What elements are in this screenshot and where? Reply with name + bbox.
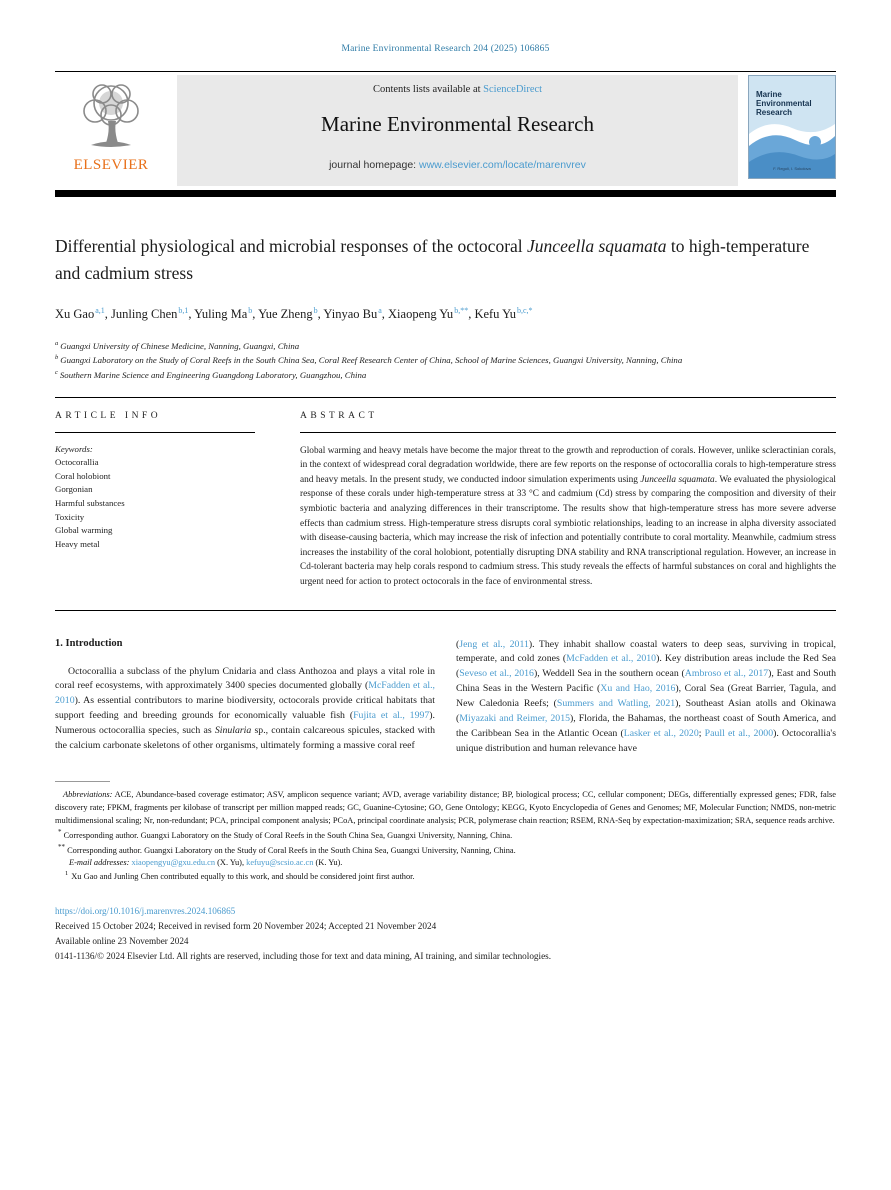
- intro-right-column: [456, 638, 836, 757]
- text-segment: Sinularia: [214, 725, 252, 737]
- author-affil-sup[interactable]: b,1: [178, 306, 189, 316]
- citation-link[interactable]: Fujita et al., 1997: [353, 710, 430, 722]
- article-history-block: [55, 904, 836, 964]
- affiliation: $^b$ Guangxi Laboratory on the Study of Coral Reefs in the South China Sea, Coral Reef Research Center of China, School of Marine Sciences, Guangxi University, Nanning, China: [55, 354, 683, 366]
- author-list: [55, 304, 695, 326]
- text-segment: E-mail addresses:: [69, 858, 132, 868]
- text-segment: (X. Yu),: [215, 858, 247, 868]
- affiliation: $^a$ Guangxi University of Chinese Medicine, Nanning, Guangxi, China: [55, 340, 300, 352]
- author-affil-sup[interactable]: a: [378, 306, 382, 316]
- text-segment: (K. Yu).: [313, 858, 343, 868]
- footnotes: [55, 788, 836, 884]
- author-affil-sup[interactable]: b,c,*: [516, 306, 533, 316]
- text-segment: ;: [698, 727, 705, 739]
- author[interactable]: Junling Chen$^{b,1}$,: [111, 306, 195, 322]
- email-addresses-footnote: [55, 856, 836, 869]
- homepage-prefix: journal homepage:: [329, 159, 419, 171]
- citation-link[interactable]: kefuyu@scsio.ac.cn: [246, 858, 314, 868]
- text-segment: . We evaluated the physiological response of these corals under high-temperature stress at 33 °C and cadmium (Cd) stress by comparing the composition and diversity of their symbiotic bacteria and analyzing differences in their transcriptome. The results show that high-temperature stress has more severe adverse effects than cadmium stress. High-temperature stress disrupts coral symbiotic relationships, leading to an increase in alpha diversity associated with disease-causing bacteria, which may increase the risk of infection and potentially contribute to coral mortality. Meanwhile, cadmium stress increases the instability of the coral holobiont, potentially disrupting DNA stability and RNA transcriptional regulation. However, an increase in Cd-tolerant bacteria may help corals respond to cadmium stress. This study reveals the effects of harmful substances on coral and highlights the urgent need for action to protect octocorals in the face of environmental stress.: [300, 474, 836, 587]
- author[interactable]: Yue Zheng$^b$,: [258, 306, 324, 322]
- keywords-block: [55, 443, 255, 552]
- doi-link[interactable]: https://doi.org/10.1016/j.marenvres.2024.106865: [55, 906, 236, 917]
- author-affil-sup[interactable]: b,**: [454, 306, 469, 316]
- cover-editors: F. Regoli, I. Sokolova: [773, 166, 811, 171]
- joint-first-author-footnote: $^1$ Xu Gao and Junling Chen contributed equally to this work, and should be considered joint first author.: [65, 870, 415, 882]
- footnote-rule: [55, 781, 110, 782]
- available-online: Available online 23 November 2024: [55, 935, 189, 946]
- keyword: Global warming: [55, 525, 113, 536]
- sciencedirect-link[interactable]: ScienceDirect: [483, 84, 543, 95]
- contents-prefix: Contents lists available at: [372, 84, 484, 95]
- keywords-label: Keywords:: [55, 443, 93, 454]
- citation-link[interactable]: McFadden et al., 2010: [55, 680, 435, 707]
- copyright-line: 0141-1136/© 2024 Elsevier Ltd. All rights are reserved, including those for text and data mining, AI training, and similar technologies.: [55, 950, 552, 961]
- citation-link[interactable]: Xu and Hao, 2016: [600, 683, 676, 695]
- title-text: Differential physiological and microbial responses of the octocoral: [55, 236, 528, 256]
- citation-link[interactable]: Seveso et al., 2016: [459, 668, 534, 680]
- journal-cover-thumbnail[interactable]: [748, 75, 836, 179]
- homepage-line: [177, 159, 738, 171]
- author[interactable]: Xiaopeng $Yu^{b,**}$,: [388, 306, 475, 322]
- affiliations: [55, 339, 836, 381]
- journal-name: Marine Environmental Research: [321, 112, 594, 136]
- text-segment: Abbreviations:: [63, 789, 113, 799]
- asterisk-marker: *: [58, 827, 62, 836]
- received-dates: Received 15 October 2024; Received in revised form 20 November 2024; Accepted 21 November 2024: [55, 921, 437, 932]
- citation-link[interactable]: Miyazaki and Reimer, 2015: [459, 713, 571, 724]
- abstract-text: [300, 444, 836, 590]
- elsevier-logo[interactable]: [55, 75, 167, 186]
- text-segment: (: [456, 638, 460, 650]
- text-segment: ), East and South China Seas in the Western Pacific (: [456, 668, 837, 695]
- title-species-italic: Junceella squamata: [527, 236, 667, 256]
- text-segment: Junceella squamata: [640, 474, 715, 485]
- article-title: [55, 233, 836, 287]
- cover-title-line1: Marine: [756, 90, 782, 99]
- author[interactable]: Yuling Ma$^b$,: [194, 306, 259, 322]
- author-affil-sup[interactable]: b: [248, 306, 253, 316]
- author[interactable]: Yinyao Bu$^a$,: [323, 306, 389, 322]
- abstract-column: [300, 411, 836, 590]
- cover-journal-title: [756, 90, 812, 118]
- contents-line: [177, 84, 738, 95]
- author-affil-sup[interactable]: a,1: [95, 306, 105, 316]
- keyword: Harmful substances: [55, 498, 125, 509]
- citation-link[interactable]: Summers and Watling, 2021: [556, 698, 676, 710]
- keyword: Heavy metal: [55, 538, 100, 549]
- journal-header-band: [55, 75, 836, 186]
- text-segment: ). Numerous octocorallia species, such as: [55, 710, 435, 737]
- citation-link[interactable]: Ambroso et al., 2017: [684, 668, 769, 680]
- header-thick-rule: [55, 190, 836, 197]
- corresponding-author-footnote-1: * Corresponding author. Guangxi Laboratory on the Study of Coral Reefs in the South China Sea, Guangxi University, Nanning, China.: [58, 827, 513, 840]
- footnote-area: [55, 781, 836, 884]
- citation-link[interactable]: Paull et al., 2000: [704, 727, 774, 739]
- double-asterisk-marker: **: [58, 842, 65, 851]
- journal-citation-header[interactable]: Marine Environmental Research 204 (2025) 106865: [341, 44, 550, 54]
- abbreviations-footnote: [55, 788, 836, 827]
- text-segment: ). As essential contributors to marine biodiversity, octocorals provide critical habitats that support feeding and breeding grounds for economically valuable fish (: [55, 695, 435, 722]
- text-segment: ), Southeast Asian atolls and Okinawa (: [456, 698, 836, 724]
- text-segment: sp., contain calcareous spicules, stacked with the calcium carbonate skeletons of other organisms, ultimately forming a massive coral reef: [55, 725, 435, 751]
- citation-link[interactable]: Jeng et al., 2011: [459, 638, 529, 650]
- keyword: Octocorallia: [55, 457, 99, 468]
- intro-paragraph-left: [55, 665, 435, 754]
- text-segment: ). Octocorallia's unique distribution and human relevance have: [456, 727, 837, 754]
- info-abstract-section: [55, 398, 836, 611]
- introduction-section: [55, 638, 836, 757]
- text-segment: ACE, Abundance-based coverage estimator; ASV, amplicon sequence variant; AVD, average variability distance; BP, biological process; CC, cellular component; DEGs, differentially expressed genes; FDR, false discovery rate; FPKM, fragments per kilobase of transcript per million mapped reads; GC, Guanine-Cytosine; GO, Gene Ontology; KEGG, Kyoto Encyclopedia of Genes and Genomes; MF, Molecular Function; NMDS, non-metric multidimensional scaling; Nr, non-redundant; PCA, principal component analysis; PCoA, principal coordinate analysis; PCR, polymerase chain reaction; RSEM, RNA-Seq by expectation-maximization; SRA, sequence reads archive.: [55, 789, 836, 825]
- text-segment: ), Weddell Sea in the southern ocean (: [533, 668, 685, 680]
- text-segment: ). They inhabit shallow coastal waters to deep seas, surviving in tropical, temperate, and cold zones (: [456, 638, 836, 665]
- article-info-column: [55, 411, 255, 590]
- intro-left-column: [55, 638, 435, 757]
- author[interactable]: Xu Gao$^{a,1}$,: [55, 306, 112, 322]
- section-heading-introduction: 1. Introduction: [55, 637, 123, 649]
- text-segment: ). Key distribution areas include the Red Sea (: [456, 653, 836, 680]
- text-segment: Global warming and heavy metals have become the major threat to the growth and reproduction of corals. However, unlike scleractinian corals, in the context of widespread coral degradation worldwide, there are few reports on the response of octocorallia corals to high-temperature stress and heavy metals. In the present study, we conducted indoor simulation experiments using: [300, 445, 836, 485]
- keyword: Gorgonian: [55, 484, 93, 495]
- elsevier-tree-icon: [71, 77, 151, 159]
- homepage-link[interactable]: www.elsevier.com/locate/marenvrev: [419, 159, 586, 171]
- abstract-header: ABSTRACT: [300, 411, 836, 433]
- text-segment: ), Florida, the Bahamas, the northeast coast of South America, and the Caribbean Sea in the Atlantic Ocean (: [456, 713, 836, 739]
- text-segment: Octocorallia a subclass of the phylum Cnidaria and class Anthozoa and plays a vital role in coral reef ecosystems, with approximately 3400 species documented globally (: [55, 665, 435, 692]
- citation-link[interactable]: xiaopengyu@gxu.edu.cn: [131, 858, 216, 868]
- intro-paragraph-right: [456, 638, 836, 757]
- keyword: Coral holobiont: [55, 470, 111, 481]
- text-segment: ), Coral Sea (Great Barrier, Tagula, and New Caledonia Reefs; (: [456, 683, 836, 710]
- citation-link[interactable]: McFadden et al., 2010: [566, 653, 657, 665]
- header-top-rule: [55, 71, 836, 72]
- elsevier-wordmark: ELSEVIER: [73, 157, 149, 173]
- author[interactable]: Kefu $Yu^{b,c,*}$: [474, 306, 533, 322]
- cover-title-line2: Environmental: [756, 99, 812, 109]
- citation-link[interactable]: Lasker et al., 2020: [623, 727, 699, 739]
- footnote-1-marker: 1: [65, 870, 69, 878]
- keyword: Toxicity: [55, 511, 85, 522]
- article-info-header: ARTICLE INFO: [55, 411, 255, 433]
- affiliation: $^c$ Southern Marine Science and Engineering Guangdong Laboratory, Guangzhou, China: [55, 368, 367, 380]
- journal-masthead-box: [177, 75, 738, 186]
- title-text-2: to high-temperature and cadmium stress: [55, 236, 810, 284]
- author-affil-sup[interactable]: b: [313, 306, 318, 316]
- cover-title-line3: Research: [756, 108, 793, 118]
- corresponding-author-footnote-2: ** Corresponding author. Guangxi Laboratory on the Study of Coral Reefs in the South China Sea, Guangxi University, Nanning, China.: [58, 842, 516, 855]
